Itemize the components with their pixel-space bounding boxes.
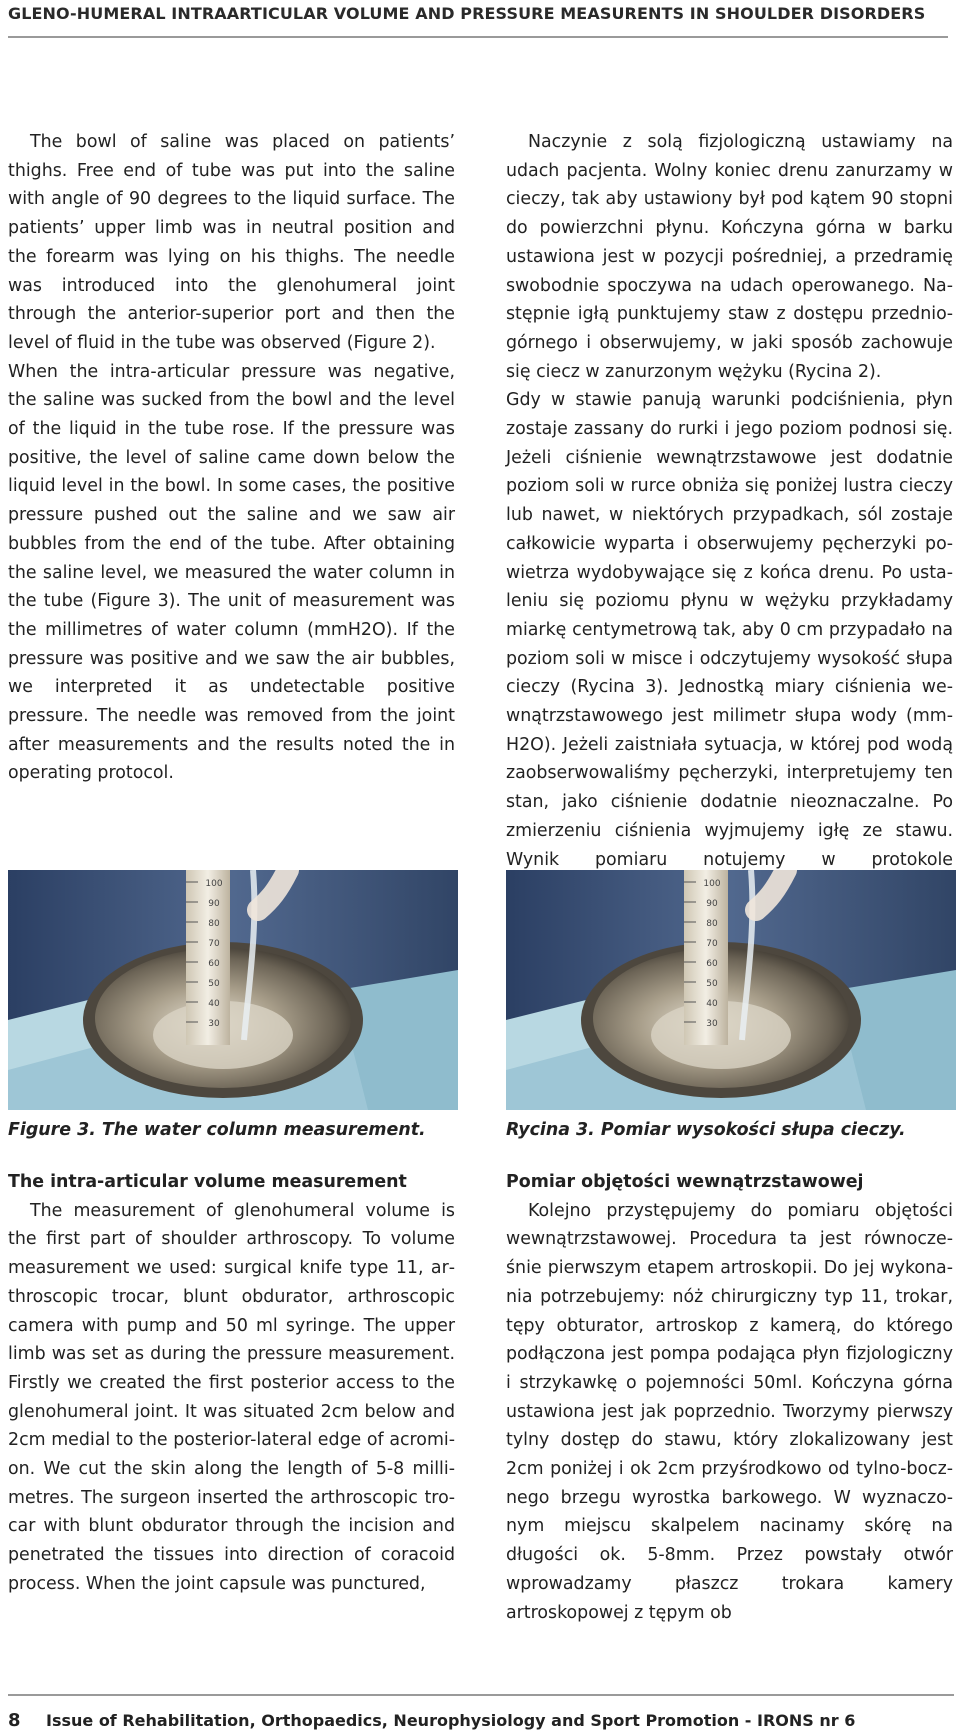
figure-photo: [8, 870, 458, 1110]
ruler-label: 90: [208, 899, 220, 909]
header-divider: [8, 36, 948, 38]
ruler-label: 70: [208, 939, 220, 949]
water-column-photo: [8, 870, 458, 1110]
left-column-top: [8, 128, 455, 788]
body-paragraph: Kolejno przystępujemy do pomiaru objętości wewnątrzstawowej. Procedura ta jest równocześnie pierwszym etapem artroskopii. Do jej wykonania potrzebujemy: nóż chirurgiczny typ 11, trokar, tępy obturator, artroskop z kamerą, do którego podłączona jest pompa podająca płyn fizjologiczny i strzykawkę o pojemności 50ml. Kończyna górna ustawiona jest jak poprzednio. Tworzymy pierwszy tylny dostęp do stawu, który zlokalizowany jest 2cm poniżej i ok 2cm przyśrodkowo od tylno-bocznego brzegu wyrostka barkowego. W wyznaczonym miejscu skalpelem nacinamy skórę na długości ok. 5-8mm. Przez powstały otwór wprowadzamy płaszcz trokara kamery artroskopowej z tępym ob: [506, 1200, 953, 1623]
ruler-label: 60: [208, 959, 220, 969]
figure-caption: Rycina 3. Pomiar wysokości słupa cieczy.: [506, 1120, 906, 1140]
ruler-label: 40: [208, 999, 220, 1009]
body-paragraph: Naczynie z solą fizjologiczną ustawiamy na udach pacjenta. Wolny koniec drenu zanurzamy w cieczy, tak aby ustawiony był pod kątem 90 stopni do powierzchni płynu. Kończyna górna w barku ustawiona jest w pozycji pośredniej, a przedramię swobodnie spoczywa na udach operowanego. Następnie igłą punktujemy staw z dostępu przedniogórnego i obserwujemy, w jaki sposób zachowuje się ciecz w zanurzonym wężyku (Rycina 2).: [506, 132, 953, 382]
ruler-label: 80: [706, 919, 718, 929]
ruler-label: 30: [208, 1019, 220, 1029]
right-column-top: [506, 128, 953, 903]
ruler-label: 50: [706, 979, 718, 989]
ruler-label: 100: [703, 879, 721, 889]
left-column-bottom: [8, 1168, 455, 1599]
ruler-label: 90: [706, 899, 718, 909]
page-footer: [8, 1710, 855, 1731]
ruler-label: 50: [208, 979, 220, 989]
water-column-photo: [506, 870, 956, 1110]
figure-caption: Figure 3. The water column measurement.: [8, 1120, 426, 1140]
ruler-label: 40: [706, 999, 718, 1009]
body-paragraph: The bowl of saline was placed on patients’ thighs. Free end of tube was put into the saline with angle of 90 degrees to the liquid surface. The patients’ upper limb was in neutral position and the forearm was lying on his thighs. The needle was introduced into the glenohumeral joint through the anterior-superior port and then the level of fluid in the tube was observed (Figure 2).: [8, 132, 455, 353]
ruler-label: 60: [706, 959, 718, 969]
right-column-bottom: [506, 1168, 953, 1627]
body-paragraph: Gdy w stawie panują warunki podciśnienia, płyn zostaje zassany do rurki i jego poziom podnosi się. Jeżeli ciśnienie wewnątrzstawowe jest dodatnie poziom soli w rurce obniża się poniżej lustra cieczy lub nawet, w niektórych przypadkach, sól zostaje całkowicie wyparta i obserwujemy pęcherzyki powietrza wydobywające się z końca drenu. Po ustaleniu się poziomu płynu w wężyku przykładamy miarkę centymetrową tak, aby 0 cm przypadało na poziom soli w misce i odczytujemy wysokość słupa cieczy (Rycina 3). Jednostką miary ciśnienia wewnątrzstawowego jest milimetr słupa wody (mmH2O). Jeżeli zaistniała sytuacja, w której pod wodą zaobserwowaliśmy pęcherzyki, interpretujemy ten stan, jako ciśnienie dodatnie nieoznaczalne. Po zmierzeniu ciśnienia wyjmujemy igłę ze stawu. Wynik pomiaru notujemy w protokole: [506, 390, 953, 870]
footer-divider: [8, 1694, 954, 1696]
running-header: [8, 0, 948, 34]
ruler-label: 80: [208, 919, 220, 929]
ruler-label: 70: [706, 939, 718, 949]
section-heading: Pomiar objętości wewnątrzstawowej: [506, 1172, 864, 1192]
section-heading: The intra-articular volume measurement: [8, 1172, 407, 1192]
body-paragraph: When the intra-articular pressure was negative, the saline was sucked from the bowl and the level of the liquid in the tube rose. If the pressure was positive, the level of saline came down below the liquid level in the bowl. In some cases, the positive pressure pushed out the saline and we saw air bubbles from the end of the tube. After obtaining the saline level, we measured the water column in the tube (Figure 3). The unit of measurement was the millimetres of water column (mmH2O). If the pressure was positive and we saw the air bubbles, we interpreted it as undetectable positive pressure. The needle was removed from the joint after measurements and the results noted the in operating protocol.: [8, 361, 455, 784]
body-paragraph: The measurement of glenohumeral volume is the first part of shoulder arthroscopy. To volume measurement we used: surgical knife type 11, arthroscopic trocar, blunt obdurator, arthroscopic camera with pump and 50 ml syringe. The upper limb was set as during the pressure measurement. Firstly we created the first posterior access to the glenohumeral joint. It was situated 2cm below and 2cm medial to the posterior-lateral edge of acromion. We cut the skin along the length of 5-8 millimetres. The surgeon inserted the arthroscopic trocar with blunt obdurator through the incision and penetrated the tissues into direction of coracoid process. When the joint capsule was punctured,: [8, 1200, 455, 1594]
page-number: 8: [8, 1710, 21, 1731]
journal-name: Issue of Rehabilitation, Orthopaedics, Neurophysiology and Sport Promotion - IRONS nr 6: [46, 1711, 856, 1730]
running-header-title: GLENO-HUMERAL INTRAARTICULAR VOLUME AND PRESSURE MEASURENTS IN SHOULDER DISORDERS: [8, 4, 926, 23]
ruler-label: 100: [205, 879, 223, 889]
figure-photo: [506, 870, 956, 1110]
ruler-label: 30: [706, 1019, 718, 1029]
